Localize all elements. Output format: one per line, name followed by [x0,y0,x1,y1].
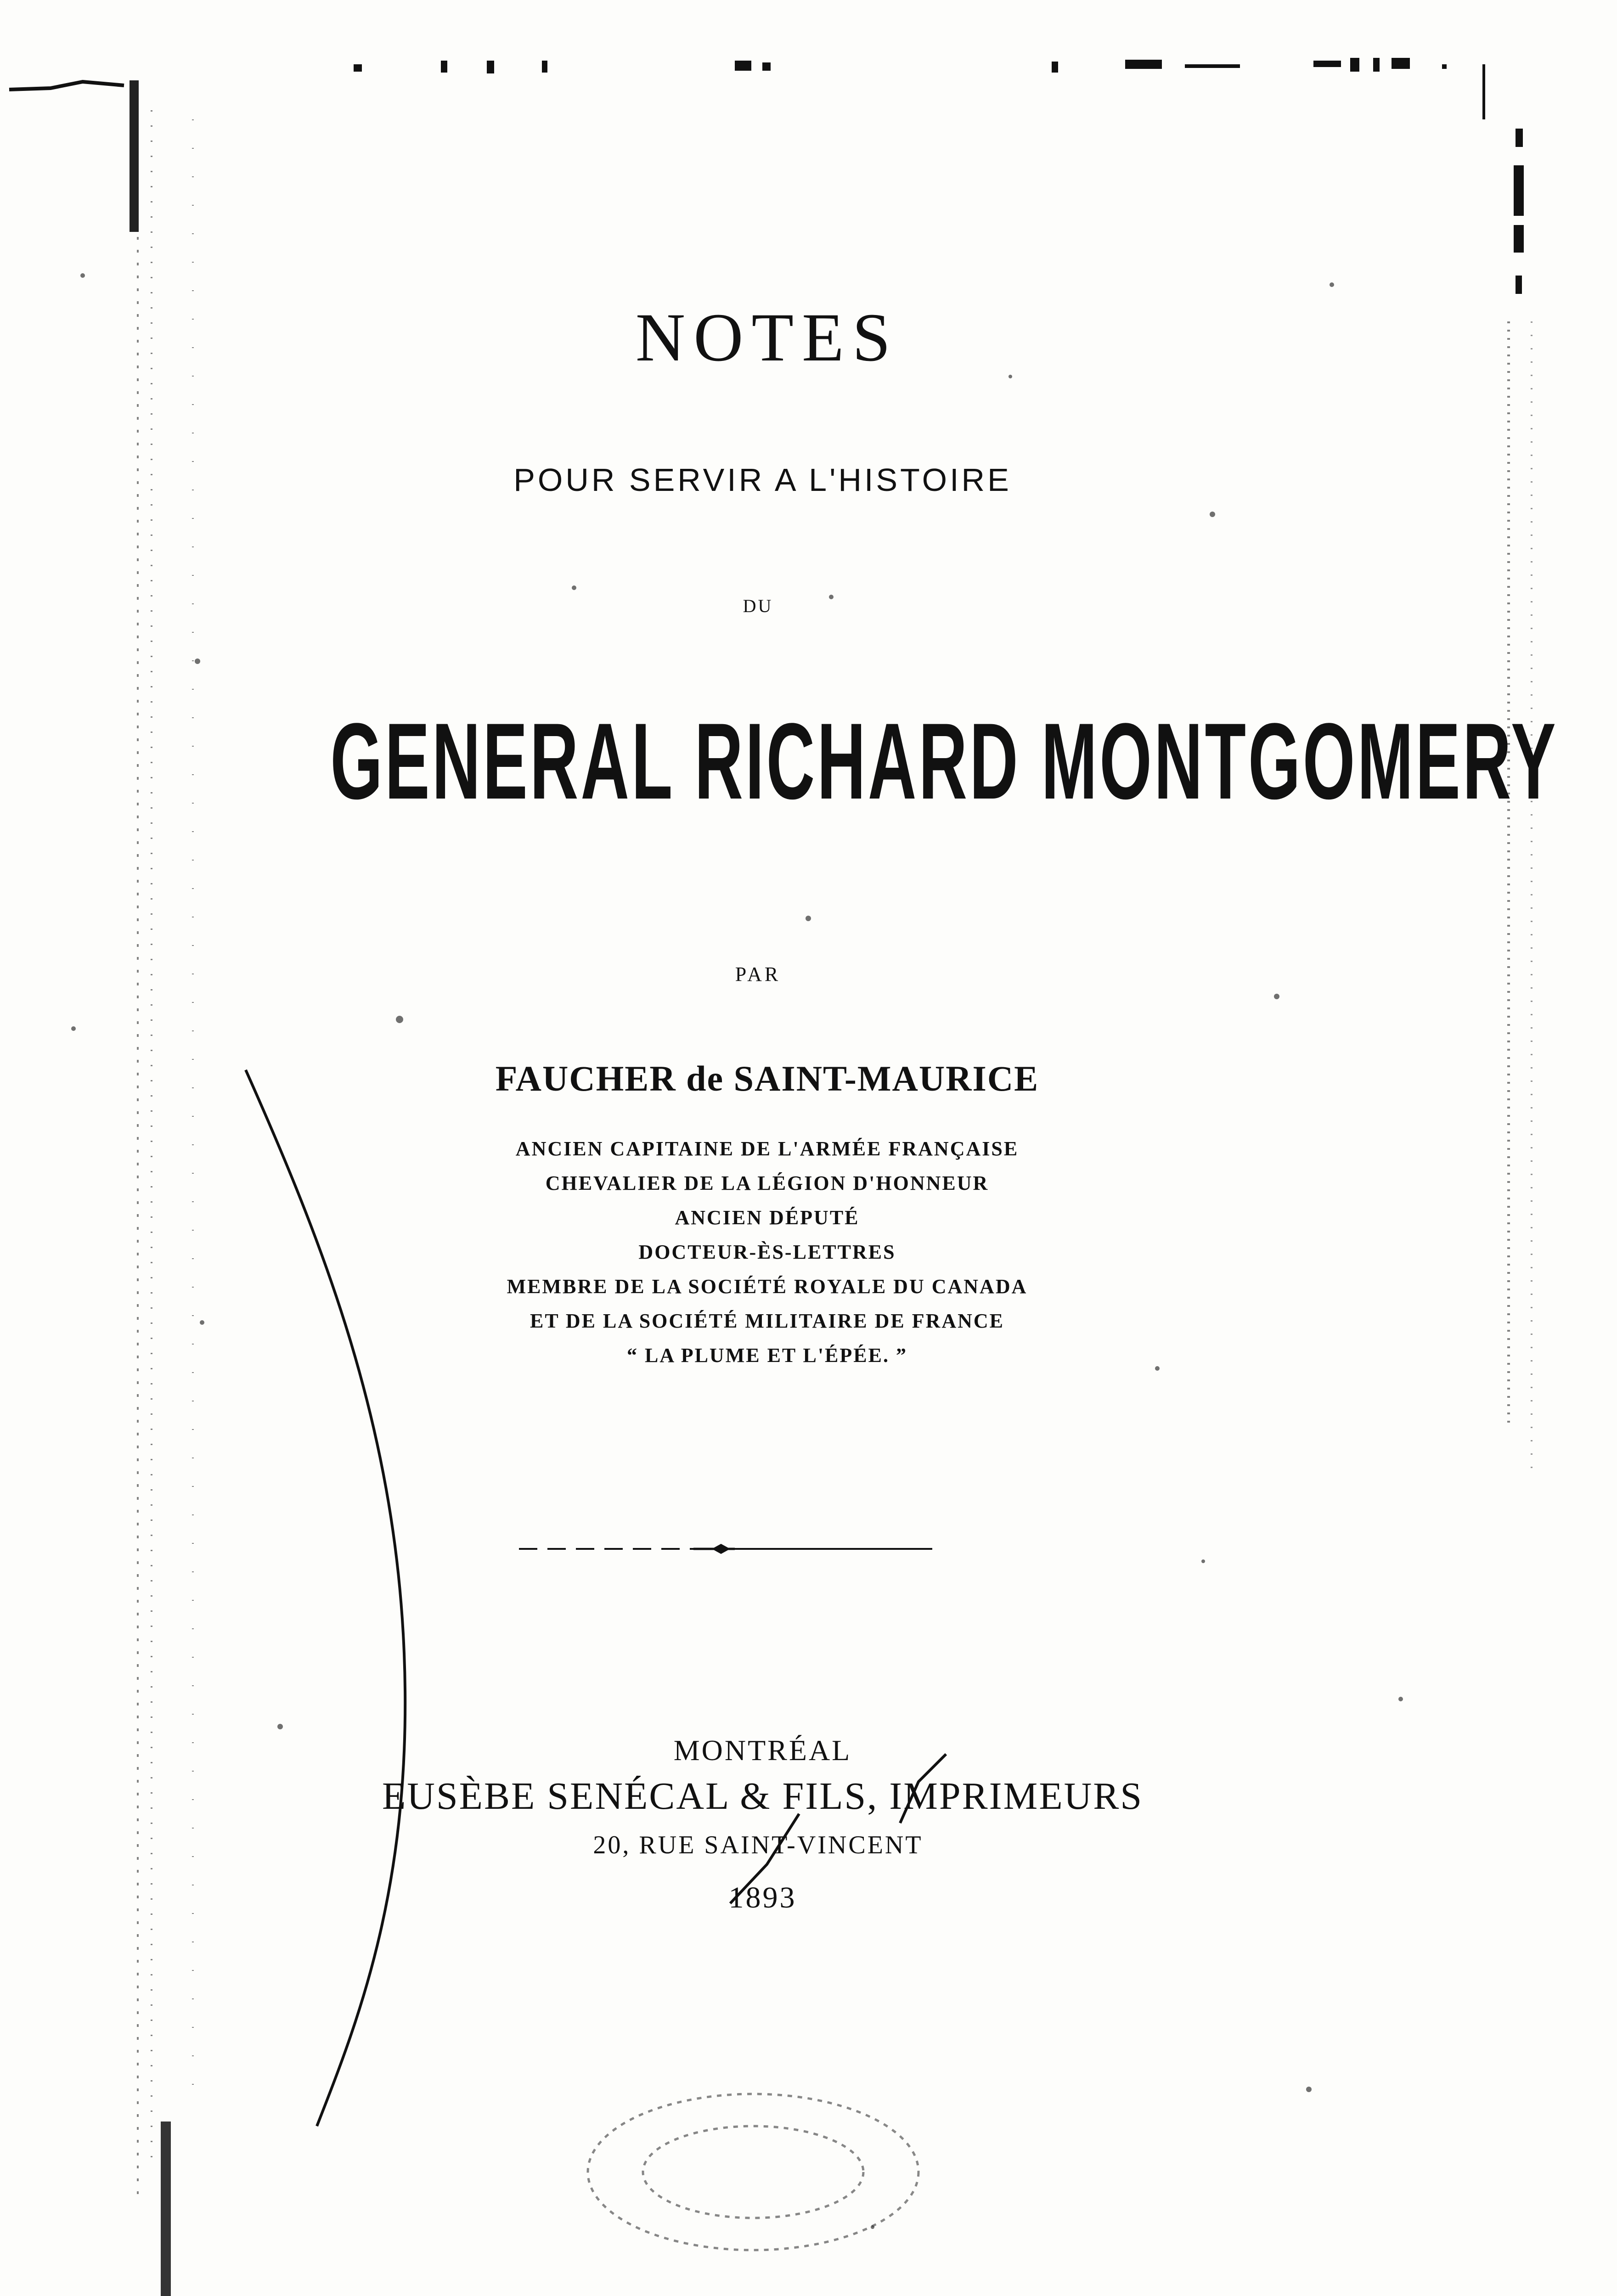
library-stamp [588,2094,918,2250]
title-notes: NOTES [635,299,899,376]
imprint-city: MONTRÉAL [673,1734,852,1767]
credential-line: CHEVALIER DE LA LÉGION D'HONNEUR [545,1172,989,1194]
top-left-binding-bar [130,80,139,232]
main-title-text: GENERAL RICHARD MONTGOMERY [330,701,1558,822]
author-name: FAUCHER de SAINT-MAURICE [495,1058,1039,1098]
main-title [0,701,1571,822]
credential-line: ANCIEN CAPITAINE DE L'ARMÉE FRANÇAISE [515,1137,1019,1160]
imprint-year: 1893 [728,1881,797,1914]
subtitle: POUR SERVIR A L'HISTOIRE [513,462,1012,498]
top-left-corner-mark [9,82,124,90]
bottom-border-strip [60,2122,1529,2296]
pen-stroke-left [246,1070,405,2126]
credential-line: MEMBRE DE LA SOCIÉTÉ ROYALE DU CANADA [507,1275,1028,1298]
imprint-printer: EUSÈBE SENÉCAL & FILS, IMPRIMEURS [382,1775,1144,1818]
credential-line: DOCTEUR-ÈS-LETTRES [638,1241,896,1263]
ornament-divider [519,1542,932,1556]
top-edge-marks [354,58,1447,73]
connector-par: PAR [735,963,781,985]
credential-line: ET DE LA SOCIÉTÉ MILITAIRE DE FRANCE [530,1310,1005,1332]
imprint-address: 20, RUE SAINT-VINCENT [593,1831,923,1859]
credential-line: ANCIEN DÉPUTÉ [675,1206,860,1229]
connector-du: DU [743,596,773,616]
credential-line: “ LA PLUME ET L'ÉPÉE. ” [627,1344,907,1367]
